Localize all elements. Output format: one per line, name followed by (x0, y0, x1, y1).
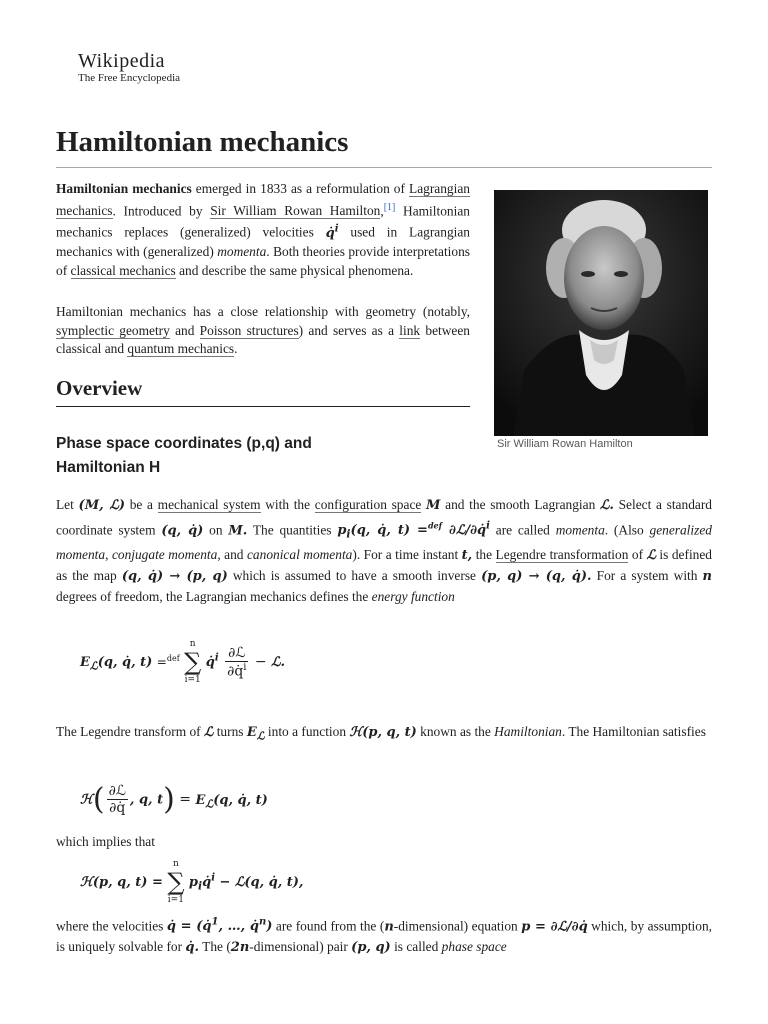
emphasis: phase space (441, 939, 507, 955)
text: The ( (199, 939, 231, 955)
lead-bold: Hamiltonian mechanics (56, 181, 192, 196)
text: -dimensional) equation (393, 918, 522, 934)
link-legendre-transformation[interactable]: Legendre transformation (495, 546, 629, 562)
emphasis: generalized momenta (56, 522, 712, 562)
link-quantum-mechanics[interactable]: quantum mechanics (127, 341, 235, 356)
math: 2n (230, 940, 250, 956)
text: , and (217, 546, 247, 562)
fifth-paragraph (56, 913, 712, 958)
text: with the (260, 497, 315, 512)
link-symplectic-geometry[interactable]: symplectic geometry (56, 322, 170, 338)
text: Let (56, 497, 79, 512)
link-classical-mechanics[interactable]: classical mechanics (70, 262, 176, 278)
math: M. (228, 523, 248, 539)
emphasis: Hamiltonian (494, 724, 562, 739)
text: Select a standard coordinate system (56, 497, 712, 538)
math: (p, q) (351, 940, 391, 956)
math: q̇$^i$ (325, 223, 339, 241)
reference-link[interactable]: [1] (383, 201, 396, 213)
hamilton-portrait (494, 190, 708, 436)
math: q̇ = (q̇$^1$, …, q̇$^n$) (166, 917, 273, 935)
text: between classical and (56, 322, 470, 356)
math: ℒ (646, 547, 656, 563)
page-title: Hamiltonian mechanics (56, 126, 712, 168)
emphasis: canonical momenta (246, 546, 353, 562)
equation-hamiltonian-satisfies: ℋ( $\frac{\text{∂ℒ}}{\partial q̇}$ , q, $t) = E_ℒ(q$, q̇, t) (80, 782, 268, 817)
math: q̇. (185, 940, 200, 956)
text: , (105, 546, 112, 562)
math: t, (461, 547, 473, 563)
intro-paragraph (56, 180, 470, 280)
math: (M, ℒ) (78, 498, 125, 513)
link-hamilton[interactable]: Sir William Rowan Hamilton (210, 202, 381, 218)
section-heading-overview: Overview (56, 376, 470, 407)
text: The quantities (247, 522, 338, 538)
equation-energy-function: $E_ℒ(q$, q̇, t) =$^{def}$ n ∑ i=1 q̇$^i$ $\frac{\text{∂ℒ}}{\partial q̇^i}$ − ℒ. (80, 639, 286, 685)
text: The Legendre transform of (56, 724, 204, 739)
link-lagrangian-mechanics[interactable]: Lagrangian mechanics (56, 181, 470, 218)
text: is defined as the map (56, 546, 712, 583)
text: into a function (264, 724, 350, 739)
image-caption: Sir William Rowan Hamilton (497, 438, 633, 450)
text: Hamiltonian mechanics replaces (generalized) velocities (56, 202, 470, 240)
text: ) and serves as a (298, 322, 400, 338)
math: $p_i(q$, q̇, t) =$^{def}$ ∂ℒ/∂q̇$^i$ (337, 521, 490, 541)
math: p = ∂ℒ/∂q̇ (521, 919, 588, 935)
text: ). For a time instant (352, 546, 462, 562)
text: of (628, 546, 647, 562)
link-configuration-space[interactable]: configuration space (314, 497, 422, 512)
text: and describe the same physical phenomena. (175, 262, 414, 278)
math: ℒ. (600, 498, 614, 513)
text: . The Hamiltonian satisfies (561, 724, 706, 739)
math: n (702, 568, 712, 584)
text: emerged in 1833 as a reformulation of (191, 181, 410, 196)
math: (p, q) → (q, q̇). (481, 568, 592, 584)
text: -dimensional) pair (249, 939, 352, 955)
math: M (426, 498, 441, 513)
math: n (384, 919, 394, 935)
text: . (234, 341, 238, 356)
text: where the velocities (56, 918, 167, 934)
link-mechanical-system[interactable]: mechanical system (157, 497, 261, 512)
logo-wordmark: Wikipedia (78, 50, 165, 72)
math: (q, q̇) (161, 523, 204, 539)
text: and the smooth Lagrangian (440, 497, 600, 512)
text: are called (489, 522, 556, 538)
text: which is assumed to have a smooth inverse (227, 567, 482, 583)
text: For a system with (591, 567, 703, 583)
math: (q, q̇) → (p, q) (121, 568, 228, 584)
implies-text: which implies that (56, 834, 155, 849)
text: known as the (416, 724, 495, 739)
emphasis: energy function (371, 588, 455, 604)
math: ℋ(p, q, t) (349, 725, 417, 740)
text: the (472, 546, 496, 562)
text: . Both theories provide interpretations of (56, 244, 470, 278)
text: are found from the ( (272, 918, 385, 934)
math: $E_ℒ$ (246, 725, 265, 743)
text: be a (125, 497, 158, 512)
fourth-paragraph (56, 722, 712, 747)
emphasis: conjugate momenta (111, 546, 218, 562)
text: which, by assumption, is uniquely solvable for (56, 918, 712, 955)
second-paragraph (56, 303, 470, 359)
equation-hamiltonian-sum: ℋ(p, q, t) = n ∑ i=1 $p_iq̇^i$ − ℒ(q, q̇, t), (80, 859, 304, 905)
text: and (169, 322, 200, 338)
emphasis: momenta (217, 244, 267, 260)
third-paragraph (56, 495, 712, 607)
text: on (203, 522, 229, 538)
math: ℒ (203, 725, 214, 740)
logo-tagline: The Free Encyclopedia (78, 72, 181, 84)
text: is called (390, 939, 442, 955)
text: used in Lagrangian mechanics with (generalized) (56, 224, 470, 260)
text: Hamiltonian mechanics has a close relationship with geometry (notably, (56, 304, 470, 319)
text: turns (213, 724, 247, 739)
link-link[interactable]: link (399, 322, 421, 338)
text: . Introduced by (112, 202, 211, 218)
emphasis: momenta (555, 522, 605, 538)
link-poisson-structures[interactable]: Poisson structures (199, 322, 299, 338)
text: , (380, 202, 384, 218)
text: degrees of freedom, the Lagrangian mechanics defines the (56, 588, 372, 604)
wikipedia-logo[interactable] (78, 50, 180, 84)
text: . (Also (604, 522, 650, 538)
subsection-heading: Phase space coordinates (p,q) and Hamiltonian H (56, 435, 312, 476)
